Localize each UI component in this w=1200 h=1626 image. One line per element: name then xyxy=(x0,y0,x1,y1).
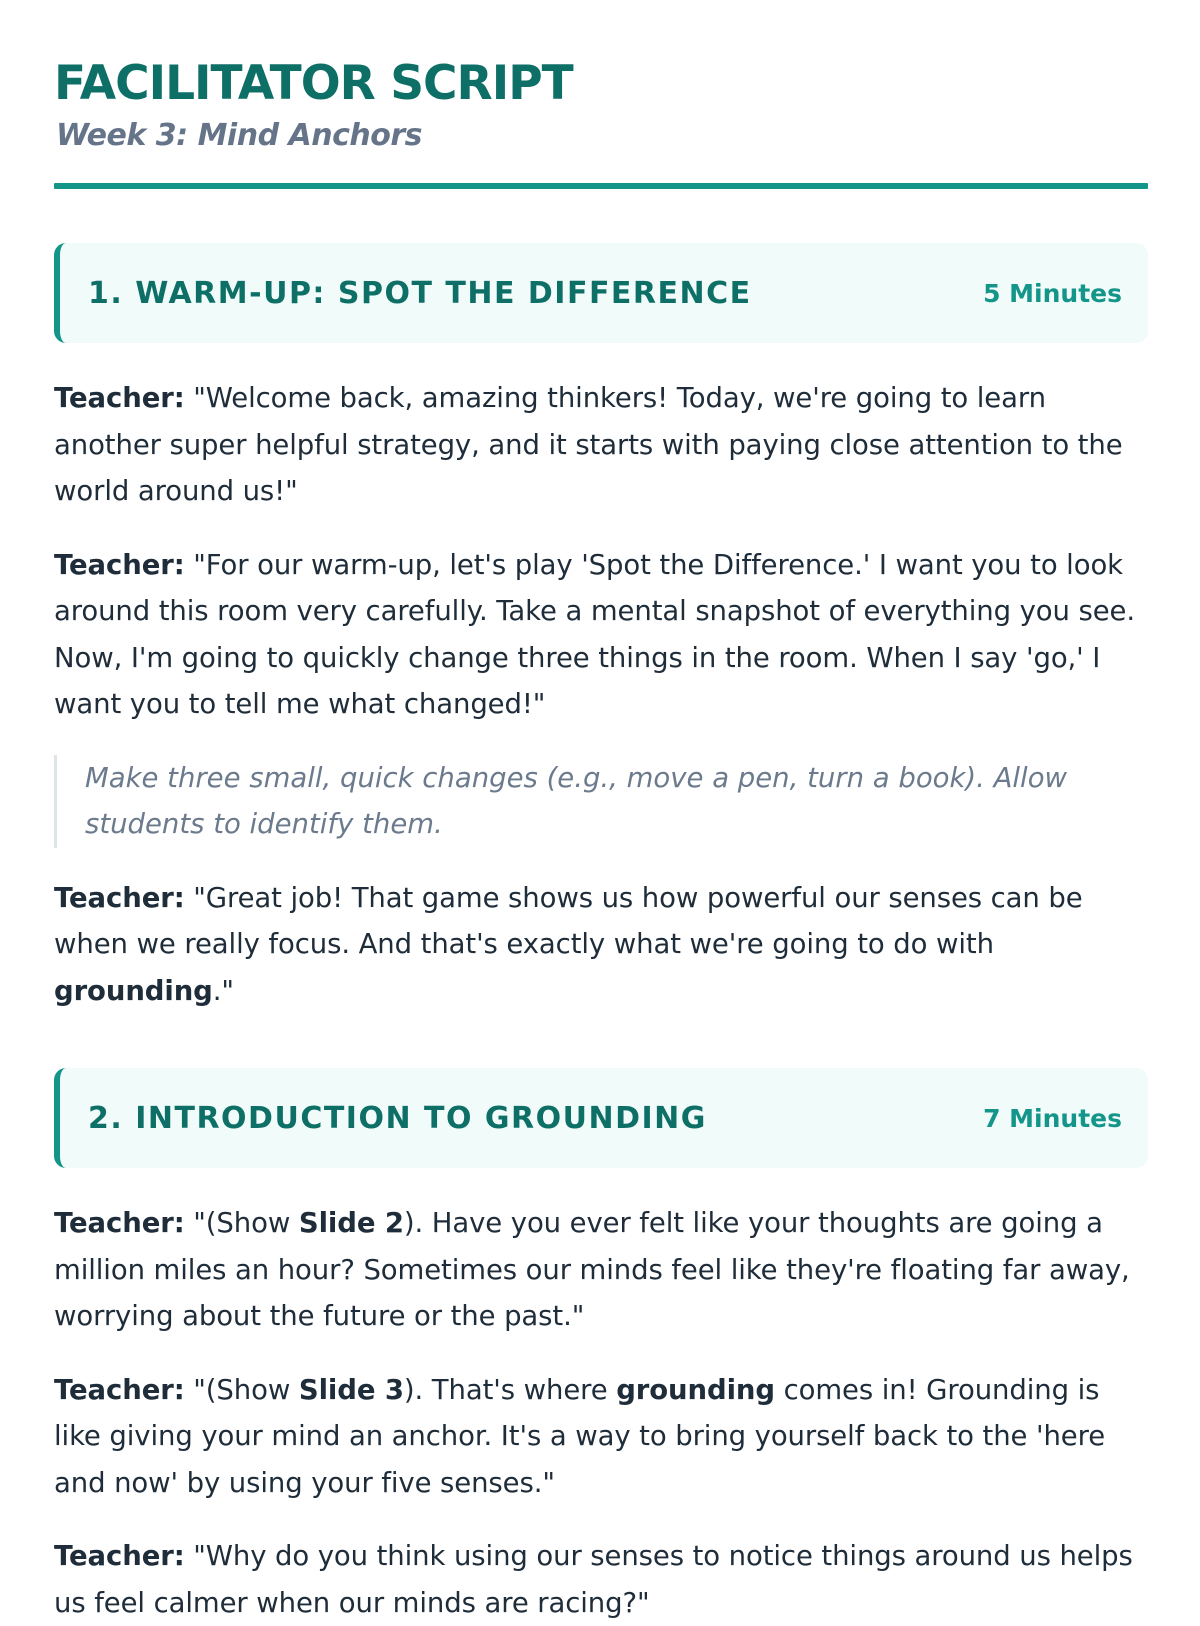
teacher-line-text: ). Have you ever felt like your thoughts are going a million miles an hour? Sometimes our minds feel like they're floating far away, worrying about the future or the past." xyxy=(54,1207,1130,1332)
teacher-line xyxy=(54,1200,1148,1340)
emphasis-term: grounding xyxy=(616,1373,775,1406)
teacher-line-text: "For our warm-up, let's play 'Spot the Difference.' I want you to look around this room very carefully. Take a mental snapshot of everything you see. Now, I'm going to quickly change three things in the room. When I say 'go,' I want you to tell me what changed!" xyxy=(54,548,1135,720)
teacher-line xyxy=(54,1533,1148,1626)
teacher-line-text: "Why do you think using our senses to notice things around us helps us feel calmer when our minds are racing?" xyxy=(54,1540,1133,1619)
facilitator-script-page xyxy=(54,0,1148,1626)
teacher-line-text: comes in! Grounding is like giving your mind an anchor. It's a way to bring yourself back to the 'here and now' by using your five senses." xyxy=(54,1373,1106,1499)
section-duration: 7 Minutes xyxy=(983,1103,1122,1133)
speaker-label: Teacher: xyxy=(54,1540,185,1572)
speaker-label: Teacher: xyxy=(54,382,185,414)
speaker-label: Teacher: xyxy=(54,1207,185,1239)
section-duration: 5 Minutes xyxy=(983,278,1122,308)
section-title: 2. INTRODUCTION TO GROUNDING xyxy=(88,1100,707,1136)
teacher-line-text: "(Show xyxy=(184,1373,299,1406)
teacher-line-text: ). That's where xyxy=(403,1373,617,1406)
speaker-label: Teacher: xyxy=(54,881,185,914)
teacher-line-text: "Welcome back, amazing thinkers! Today, we're going to learn another super helpful strategy, and it starts with paying close attention to the world around us!" xyxy=(54,382,1123,507)
slide-reference: Slide 2 xyxy=(298,1207,404,1239)
section-header xyxy=(54,243,1148,343)
teacher-line xyxy=(54,1367,1148,1507)
teacher-line xyxy=(54,875,1148,1015)
speaker-label: Teacher: xyxy=(54,1373,185,1406)
section-warm-up xyxy=(54,243,1148,1014)
section-title: 1. WARM-UP: SPOT THE DIFFERENCE xyxy=(88,275,752,311)
slide-reference: Slide 3 xyxy=(298,1373,404,1406)
emphasis-term: grounding xyxy=(54,974,213,1007)
speaker-label: Teacher: xyxy=(54,548,185,581)
title-divider xyxy=(54,183,1148,189)
teacher-line xyxy=(54,542,1148,728)
teacher-line-text: "(Show xyxy=(184,1207,299,1239)
teacher-line xyxy=(54,375,1148,515)
teacher-line-text: "Great job! That game shows us how powerful our senses can be when we really focus. And that's exactly what we're going to do with xyxy=(54,881,1083,960)
section-header xyxy=(54,1068,1148,1168)
document-subtitle: Week 3: Mind Anchors xyxy=(56,118,422,153)
section-introduction xyxy=(54,1068,1148,1626)
facilitator-note: Make three small, quick changes (e.g., move a pen, turn a book). Allow students to identify them. xyxy=(54,755,1148,848)
teacher-line-text: ." xyxy=(212,974,234,1007)
document-title: FACILITATOR SCRIPT xyxy=(54,56,573,111)
